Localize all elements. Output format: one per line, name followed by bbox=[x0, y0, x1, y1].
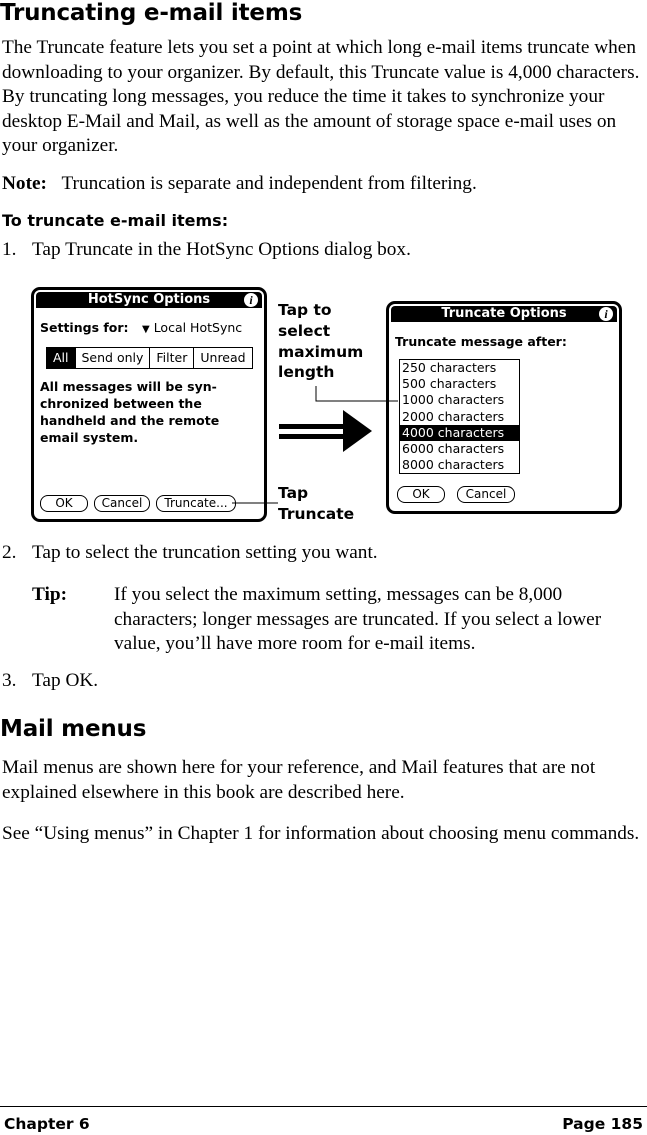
callout-line: Truncate bbox=[278, 504, 355, 523]
tab-all[interactable]: All bbox=[47, 348, 75, 368]
callout-line: select bbox=[278, 321, 331, 340]
ok-button[interactable]: OK bbox=[40, 495, 88, 512]
cancel-button[interactable]: Cancel bbox=[94, 495, 150, 512]
step-text: Tap OK. bbox=[32, 670, 99, 691]
callout-line: Tap bbox=[278, 484, 309, 502]
step-2 bbox=[2, 541, 378, 565]
note-label: Note: bbox=[2, 173, 47, 194]
callout-line: Tap to bbox=[278, 301, 332, 319]
section-title-mail-menus: Mail menus bbox=[0, 716, 147, 742]
tip-label: Tip: bbox=[32, 584, 68, 605]
list-item[interactable]: 1000 characters bbox=[402, 392, 505, 408]
settings-for-label: Settings for: bbox=[40, 320, 129, 335]
tab-filter[interactable]: Filter bbox=[149, 348, 193, 368]
ok-button[interactable]: OK bbox=[397, 486, 445, 503]
cancel-button[interactable]: Cancel bbox=[457, 486, 515, 503]
info-icon[interactable]: i bbox=[599, 307, 613, 321]
truncate-prompt: Truncate message after: bbox=[395, 334, 567, 349]
intro-paragraph: The Truncate feature lets you set a point at which long e-mail items truncate when downloading to your organizer. By default, this Truncate value is 4,000 characters. By truncating long messages, you reduce the time it takes to synchronize your desktop E-Mail and Mail, as well as the amount of storage space e-mail uses on your organizer. bbox=[2, 37, 640, 156]
procedure-title: To truncate e-mail items: bbox=[2, 211, 229, 230]
list-item[interactable]: 2000 characters bbox=[402, 408, 505, 424]
step-text: Tap to select the truncation setting you want. bbox=[32, 542, 378, 563]
hotsync-title: HotSync Options bbox=[87, 292, 211, 307]
list-item[interactable]: 6000 characters bbox=[402, 440, 505, 456]
list-item[interactable]: 8000 characters bbox=[402, 457, 505, 473]
truncate-button[interactable]: Truncate... bbox=[156, 495, 236, 512]
callout-line: maximum bbox=[278, 342, 364, 361]
mail-menus-paragraph: Mail menus are shown here for your reference, and Mail features that are not explained elsewhere in this book are described here. bbox=[2, 757, 596, 803]
right-arrow-icon bbox=[279, 410, 372, 452]
sync-description-line: chronized between the bbox=[40, 396, 202, 411]
step-number: 1. bbox=[2, 239, 17, 260]
tip bbox=[32, 583, 640, 657]
callout-line: length bbox=[278, 363, 335, 382]
step-3 bbox=[2, 669, 98, 693]
leader-line-select-max bbox=[316, 386, 398, 401]
footer-page: Page 185 bbox=[562, 1115, 643, 1133]
list-item[interactable]: 250 characters bbox=[402, 360, 497, 375]
see-using-menus-paragraph: See “Using menus” in Chapter 1 for information about choosing menu commands. bbox=[2, 823, 640, 844]
truncate-title: Truncate Options bbox=[441, 306, 567, 321]
tip-text: If you select the maximum setting, messages can be 8,000 characters; longer messages are truncated. If you select a lower value, you’ll have more room for e-mail items. bbox=[114, 584, 602, 654]
step-number: 2. bbox=[2, 542, 17, 563]
sync-description-line: email system. bbox=[40, 430, 139, 445]
list-item[interactable]: 500 characters bbox=[402, 376, 497, 392]
section-title-truncating: Truncating e-mail items bbox=[0, 0, 303, 26]
figure-leaders bbox=[0, 0, 647, 560]
settings-for-value: Local HotSync bbox=[153, 320, 243, 335]
sync-description-line: handheld and the remote bbox=[40, 413, 220, 428]
triangle-down-icon: ▼ bbox=[142, 324, 150, 335]
step-number: 3. bbox=[2, 670, 17, 691]
tab-unread[interactable]: Unread bbox=[193, 348, 251, 368]
info-icon[interactable]: i bbox=[244, 293, 258, 307]
step-text: Tap Truncate in the HotSync Options dialog box. bbox=[32, 239, 411, 260]
footer-chapter: Chapter 6 bbox=[4, 1115, 90, 1133]
footer-rule bbox=[0, 1106, 647, 1107]
list-item-selected[interactable]: 4000 characters bbox=[400, 425, 519, 441]
tab-send-only[interactable]: Send only bbox=[75, 348, 150, 368]
note-text: Truncation is separate and independent from filtering. bbox=[61, 173, 477, 194]
sync-description-line: All messages will be syn- bbox=[40, 379, 217, 394]
